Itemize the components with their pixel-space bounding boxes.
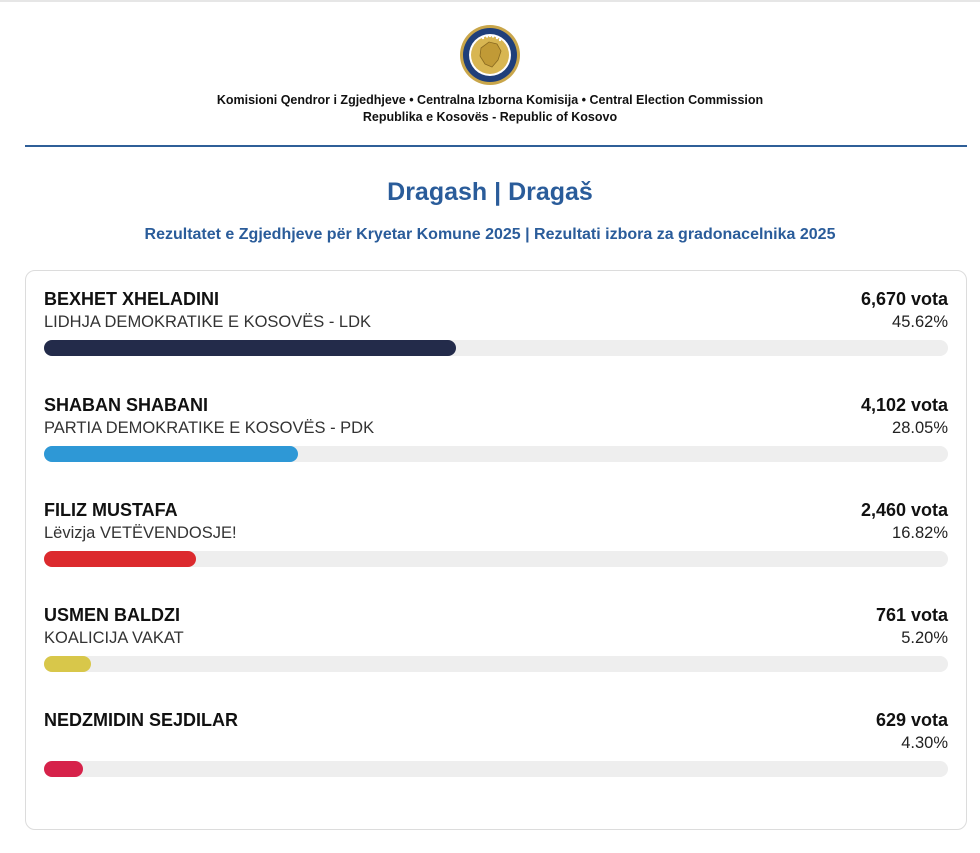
- candidate-percent: 4.30%: [901, 734, 948, 752]
- bar-fill: [44, 761, 83, 777]
- candidate-row: [44, 710, 948, 786]
- bar-track: [44, 761, 948, 777]
- candidate-name: USMEN BALDZI: [44, 605, 180, 625]
- candidate-percent: 5.20%: [901, 629, 948, 647]
- top-rule: [0, 0, 980, 2]
- bar-track: [44, 551, 948, 567]
- header: [0, 24, 980, 126]
- page-title: Dragash | Dragaš: [387, 178, 593, 206]
- candidate-party: KOALICIJA VAKAT: [44, 629, 184, 647]
- kosovo-cec-seal-icon: [459, 24, 521, 86]
- header-divider: [25, 145, 967, 147]
- results-card: [25, 270, 967, 830]
- bar-fill: [44, 446, 298, 462]
- bar-fill: [44, 656, 91, 672]
- candidate-votes: 4,102 vota: [860, 395, 948, 415]
- candidate-votes: 761 vota: [875, 605, 948, 625]
- org-line-1: Komisioni Qendror i Zgjedhjeve • Centralna Izborna Komisija • Central Election Commission: [216, 93, 764, 107]
- candidate-votes: 629 vota: [875, 710, 948, 730]
- candidate-party: PARTIA DEMOKRATIKE E KOSOVËS - PDK: [44, 419, 375, 437]
- org-line-2: Republika e Kosovës - Republic of Kosovo: [362, 110, 618, 124]
- candidate-party: LIDHJA DEMOKRATIKE E KOSOVËS - LDK: [44, 313, 372, 331]
- candidate-votes: 2,460 vota: [860, 500, 948, 520]
- bar-track: [44, 446, 948, 462]
- bar-fill: [44, 551, 196, 567]
- bar-track: [44, 340, 948, 356]
- bar-track: [44, 656, 948, 672]
- candidate-row: [44, 289, 948, 365]
- candidate-percent: 45.62%: [892, 313, 948, 331]
- candidate-party: Lëvizja VETËVENDOSJE!: [44, 524, 237, 542]
- candidate-name: BEXHET XHELADINI: [44, 289, 220, 309]
- candidate-name: SHABAN SHABANI: [44, 395, 209, 415]
- candidate-votes: 6,670 vota: [860, 289, 948, 309]
- candidate-row: [44, 395, 948, 471]
- candidate-row: [44, 500, 948, 576]
- candidate-row: [44, 605, 948, 681]
- candidate-name: FILIZ MUSTAFA: [44, 500, 178, 520]
- candidate-name: NEDZMIDIN SEJDILAR: [44, 710, 239, 730]
- page-subtitle: Rezultatet e Zgjedhjeve për Kryetar Komune 2025 | Rezultati izbora za gradonacelnika 2025: [144, 226, 836, 243]
- candidate-percent: 16.82%: [892, 524, 948, 542]
- bar-fill: [44, 340, 456, 356]
- candidate-percent: 28.05%: [892, 419, 948, 437]
